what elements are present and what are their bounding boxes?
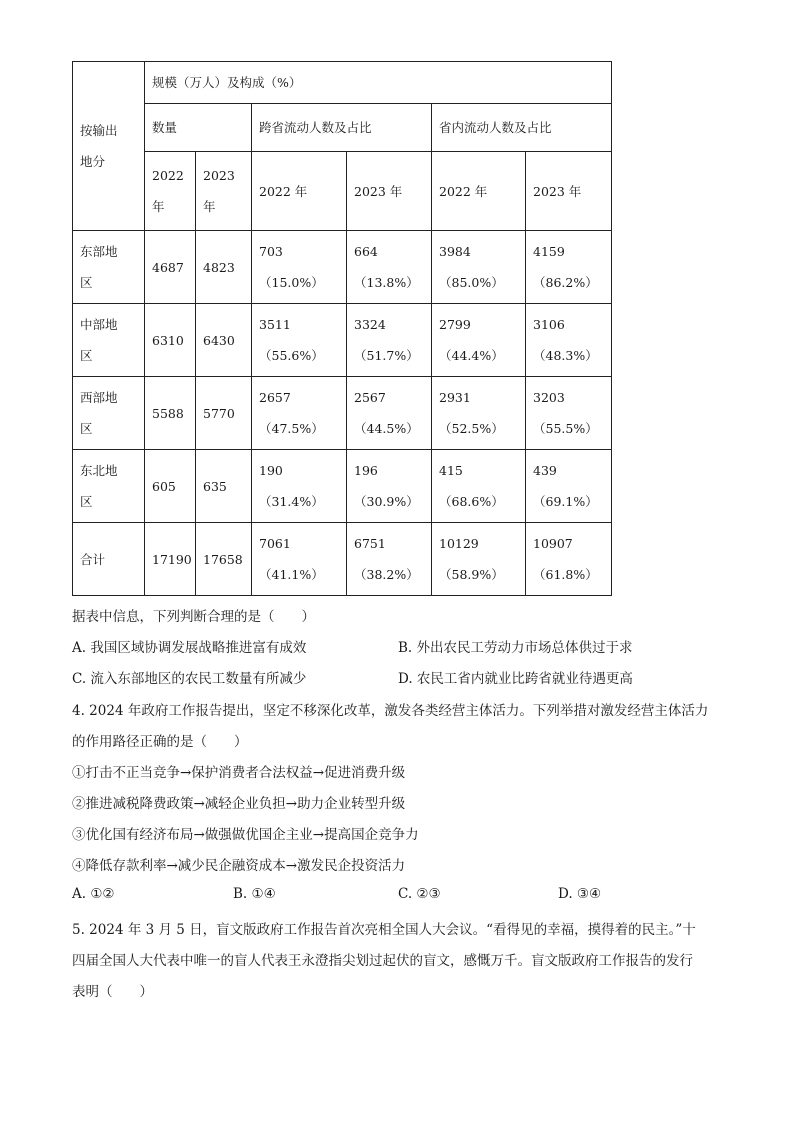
migrant-worker-table — [72, 61, 612, 596]
q3-option-d[interactable]: D. 农民工省内就业比跨省就业待遇更高 — [398, 671, 633, 687]
region-header: 按输出地分 — [80, 123, 118, 169]
cell-value: 2799 — [439, 317, 471, 332]
cross-2022-cell — [252, 523, 347, 596]
year-label: 2023年 — [203, 168, 235, 214]
q3-option-c[interactable]: C. 流入东部地区的农民工数量有所减少 — [72, 671, 307, 687]
region-header-cell — [73, 62, 145, 231]
table-row — [73, 377, 612, 450]
q4-item-1: ①打击不正当竞争→保护消费者合法权益→促进消费升级 — [72, 765, 406, 781]
cell-value: 6751 — [354, 536, 386, 551]
year-2022-count — [145, 152, 196, 231]
count-2022-cell — [145, 377, 196, 450]
cell-percent: （44.4%） — [439, 348, 504, 363]
cross-2023-cell — [347, 523, 432, 596]
cell-percent: （85.0%） — [439, 275, 504, 290]
cell-value: 10129 — [439, 536, 479, 551]
year-label: 2022 年 — [439, 183, 488, 199]
q4-stem-line2: 的作用路径正确的是（ ） — [72, 734, 248, 750]
q4-item-2: ②推进减税降费政策→减轻企业负担→助力企业转型升级 — [72, 796, 406, 812]
count-2022-cell — [145, 231, 196, 304]
intra-province-header — [432, 104, 612, 152]
cell-value: 17190 — [152, 551, 192, 567]
count-2022-cell — [145, 450, 196, 523]
intra-2022-cell — [432, 523, 526, 596]
q5-stem-line1: 5. 2024 年 3 月 5 日，盲文版政府工作报告首次亮相全国人大会议。“看得见的幸福，摸得着的民主。”十 — [72, 922, 696, 938]
q4-item-3: ③优化国有经济布局→做强做优国企主业→提高国企竞争力 — [72, 827, 419, 843]
cell-value: 6310 — [152, 332, 184, 348]
year-label: 2023 年 — [354, 183, 403, 199]
cell-percent: （47.5%） — [259, 421, 324, 436]
count-2023-cell — [196, 304, 252, 377]
cell-value: 17658 — [203, 551, 243, 567]
cell-percent: （41.1%） — [259, 567, 324, 582]
cross-2022-cell — [252, 377, 347, 450]
cross-2023-cell — [347, 304, 432, 377]
cell-value: 4159 — [533, 244, 565, 259]
cell-value: 5588 — [152, 405, 184, 421]
year-2023-cross — [347, 152, 432, 231]
cell-percent: （52.5%） — [439, 421, 504, 436]
cell-value: 439 — [533, 463, 557, 478]
count-header-text: 数量 — [152, 120, 178, 135]
cell-percent: （31.4%） — [259, 494, 324, 509]
cell-value: 703 — [259, 244, 283, 259]
cross-2022-cell — [252, 450, 347, 523]
year-2022-intra — [432, 152, 526, 231]
q4-option-a[interactable]: A. ①② — [72, 886, 115, 902]
region-name: 东部地区 — [80, 244, 118, 290]
cell-value: 635 — [203, 478, 227, 494]
cell-percent: （51.7%） — [354, 348, 419, 363]
intra-2023-cell — [526, 523, 612, 596]
cell-percent: （61.8%） — [533, 567, 598, 582]
cell-value: 2657 — [259, 390, 291, 405]
cell-percent: （68.6%） — [439, 494, 504, 509]
cell-percent: （15.0%） — [259, 275, 324, 290]
cell-value: 3511 — [259, 317, 291, 332]
cell-percent: （69.1%） — [533, 494, 598, 509]
year-2023-intra — [526, 152, 612, 231]
cross-2022-cell — [252, 231, 347, 304]
table-row — [73, 304, 612, 377]
region-cell — [73, 523, 145, 596]
intra-2023-cell — [526, 304, 612, 377]
cross-2022-cell — [252, 304, 347, 377]
cell-percent: （44.5%） — [354, 421, 419, 436]
intra-2022-cell — [432, 377, 526, 450]
q4-item-4: ④降低存款利率→减少民企融资成本→激发民企投资活力 — [72, 858, 406, 874]
intra-2023-cell — [526, 377, 612, 450]
cross-2023-cell — [347, 377, 432, 450]
header-group-cell — [145, 62, 612, 104]
year-label: 2022年 — [152, 168, 184, 214]
region-name: 西部地区 — [80, 390, 118, 436]
q4-option-c[interactable]: C. ②③ — [398, 886, 441, 902]
cell-value: 3203 — [533, 390, 565, 405]
cell-percent: （55.5%） — [533, 421, 598, 436]
table-row — [73, 523, 612, 596]
q4-stem-line1: 4. 2024 年政府工作报告提出，坚定不移深化改革，激发各类经营主体活力。下列举措对激发经营主体活力 — [72, 703, 709, 719]
cross-2023-cell — [347, 450, 432, 523]
cell-value: 664 — [354, 244, 378, 259]
cell-value: 2567 — [354, 390, 386, 405]
header-group: 规模（万人）及构成（%） — [152, 75, 302, 90]
q5-stem-line3: 表明（ ） — [72, 984, 153, 1000]
cell-value: 605 — [152, 478, 176, 494]
cross-province-header — [252, 104, 432, 152]
cell-percent: （38.2%） — [354, 567, 419, 582]
region-name: 东北地区 — [80, 463, 118, 509]
region-name: 中部地区 — [80, 317, 118, 363]
cell-value: 3106 — [533, 317, 565, 332]
table-row — [73, 450, 612, 523]
q3-option-b[interactable]: B. 外出农民工劳动力市场总体供过于求 — [398, 640, 633, 656]
region-cell — [73, 377, 145, 450]
intra-2022-cell — [432, 304, 526, 377]
region-cell — [73, 304, 145, 377]
q4-option-d[interactable]: D. ③④ — [558, 886, 602, 902]
cell-value: 4687 — [152, 259, 184, 275]
cell-percent: （86.2%） — [533, 275, 598, 290]
intra-2022-cell — [432, 231, 526, 304]
table-row — [73, 231, 612, 304]
count-2023-cell — [196, 377, 252, 450]
cell-percent: （55.6%） — [259, 348, 324, 363]
cell-value: 190 — [259, 463, 283, 478]
cell-value: 6430 — [203, 332, 235, 348]
intra-2023-cell — [526, 450, 612, 523]
year-label: 2022 年 — [259, 183, 308, 199]
cell-percent: （58.9%） — [439, 567, 504, 582]
region-name: 合计 — [80, 551, 106, 567]
cell-value: 5770 — [203, 405, 235, 421]
intra-2023-cell — [526, 231, 612, 304]
intra-header-text: 省内流动人数及占比 — [439, 120, 552, 135]
cell-value: 3324 — [354, 317, 386, 332]
count-2022-cell — [145, 304, 196, 377]
q4-option-b[interactable]: B. ①④ — [233, 886, 276, 902]
count-2022-cell — [145, 523, 196, 596]
q3-stem: 据表中信息，下列判断合理的是（ ） — [72, 609, 315, 625]
cell-value: 3984 — [439, 244, 471, 259]
count-2023-cell — [196, 523, 252, 596]
cell-value: 415 — [439, 463, 463, 478]
cell-percent: （13.8%） — [354, 275, 419, 290]
cell-value: 4823 — [203, 259, 235, 275]
cross-header-text: 跨省流动人数及占比 — [259, 120, 372, 135]
q5-stem-line2: 四届全国人大代表中唯一的盲人代表王永澄指尖划过起伏的盲文，感慨万千。盲文版政府工作报告的发行 — [72, 953, 693, 969]
cross-2023-cell — [347, 231, 432, 304]
region-cell — [73, 231, 145, 304]
cell-percent: （30.9%） — [354, 494, 419, 509]
intra-2022-cell — [432, 450, 526, 523]
year-2023-count — [196, 152, 252, 231]
count-2023-cell — [196, 450, 252, 523]
count-2023-cell — [196, 231, 252, 304]
year-2022-cross — [252, 152, 347, 231]
year-label: 2023 年 — [533, 183, 582, 199]
region-cell — [73, 450, 145, 523]
cell-value: 7061 — [259, 536, 291, 551]
q3-option-a[interactable]: A. 我国区域协调发展战略推进富有成效 — [72, 640, 307, 656]
cell-value: 2931 — [439, 390, 471, 405]
cell-value: 196 — [354, 463, 378, 478]
count-header — [145, 104, 252, 152]
cell-percent: （48.3%） — [533, 348, 598, 363]
cell-value: 10907 — [533, 536, 573, 551]
